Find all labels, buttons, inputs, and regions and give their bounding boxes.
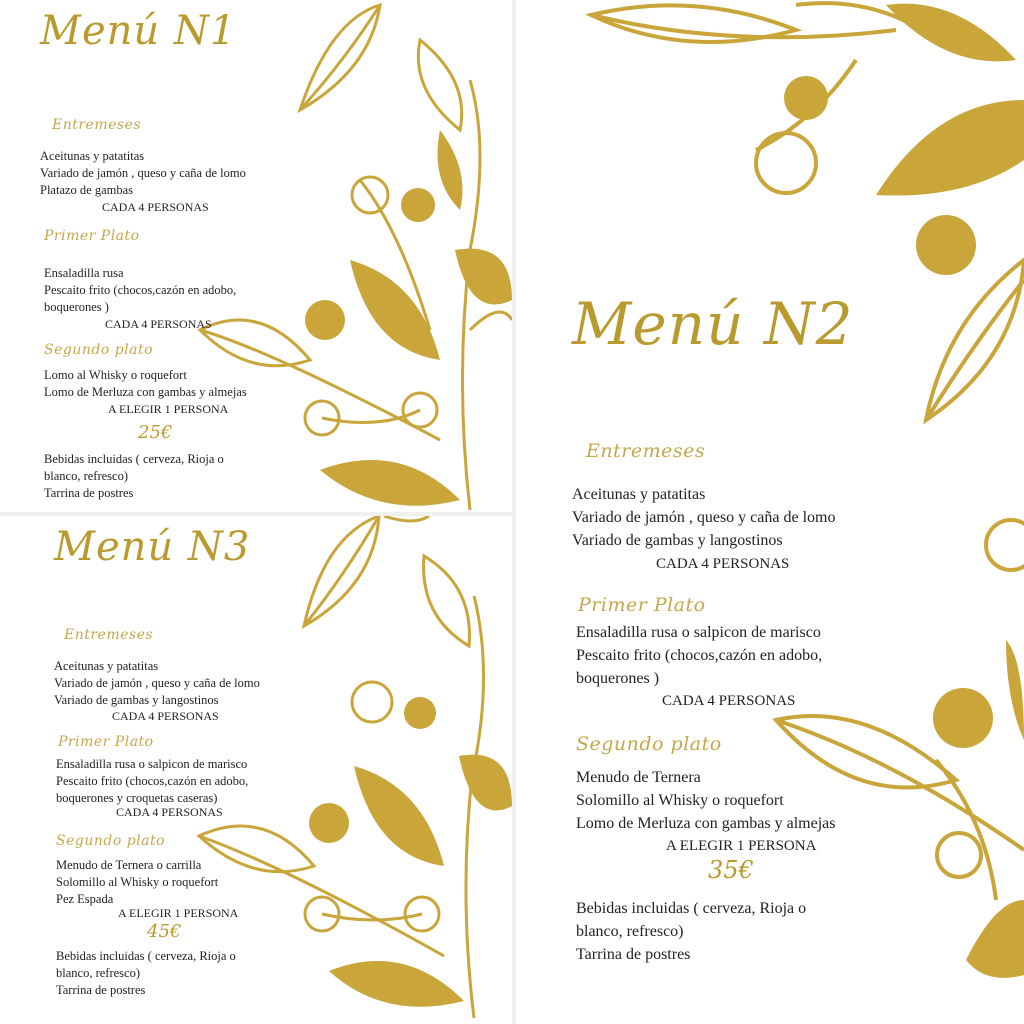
list-item: Ensaladilla rusa bbox=[44, 266, 124, 280]
list-item: Variado de gambas y langostinos bbox=[572, 532, 783, 549]
choice-note: A ELEGIR 1 PERSONA bbox=[118, 906, 239, 920]
choice-note: A ELEGIR 1 PERSONA bbox=[108, 402, 229, 416]
drinks-and-dessert bbox=[56, 948, 236, 999]
segundo-plato-list bbox=[56, 857, 218, 908]
list-item: Variado de jamón , queso y caña de lomo bbox=[54, 676, 260, 690]
primer-plato-list bbox=[576, 621, 822, 690]
primer-plato-list bbox=[56, 756, 248, 807]
list-item: Variado de gambas y langostinos bbox=[54, 693, 219, 707]
list-item: Aceitunas y patatitas bbox=[572, 486, 706, 503]
list-item: Pescaito frito (chocos,cazón en adobo, bbox=[576, 647, 823, 664]
entremeses-list bbox=[572, 483, 835, 552]
section-heading-entremeses: Entremeses bbox=[586, 440, 706, 462]
list-item: Ensaladilla rusa o salpicon de marisco bbox=[56, 757, 248, 771]
section-heading-segundo-plato: Segundo plato bbox=[44, 342, 154, 358]
menu-title: Menú N1 bbox=[40, 8, 237, 54]
list-item: Lomo al Whisky o roquefort bbox=[44, 368, 187, 382]
list-item: Tarrina de postres bbox=[44, 486, 134, 500]
list-item: Aceitunas y patatitas bbox=[54, 659, 159, 673]
list-item: Variado de jamón , queso y caña de lomo bbox=[40, 166, 246, 180]
list-item: Solomillo al Whisky o roquefort bbox=[56, 875, 219, 889]
section-heading-primer-plato: Primer Plato bbox=[58, 734, 154, 750]
list-item: Menudo de Ternera bbox=[576, 769, 701, 786]
list-item: Tarrina de postres bbox=[576, 946, 691, 963]
drinks-and-dessert bbox=[576, 897, 806, 966]
list-item: Lomo de Merluza con gambas y almejas bbox=[576, 815, 836, 832]
list-item: Ensaladilla rusa o salpicon de marisco bbox=[576, 624, 821, 641]
list-item: Solomillo al Whisky o roquefort bbox=[576, 792, 784, 809]
menu-card-1 bbox=[0, 0, 512, 512]
serving-note: CADA 4 PERSONAS bbox=[112, 709, 219, 723]
entremeses-list bbox=[40, 148, 246, 199]
list-item: boquerones ) bbox=[44, 300, 109, 314]
section-heading-primer-plato: Primer Plato bbox=[578, 594, 706, 616]
drinks-and-dessert bbox=[44, 451, 224, 502]
list-item: Pescaito frito (chocos,cazón en adobo, bbox=[44, 283, 237, 297]
section-heading-segundo-plato: Segundo plato bbox=[576, 733, 722, 755]
section-heading-segundo-plato: Segundo plato bbox=[56, 833, 166, 849]
menu-title: Menú N2 bbox=[572, 290, 854, 358]
list-item: blanco, refresco) bbox=[56, 966, 140, 980]
list-item: Menudo de Ternera o carrilla bbox=[56, 858, 202, 872]
list-item: blanco, refresco) bbox=[44, 469, 128, 483]
list-item: Aceitunas y patatitas bbox=[40, 149, 145, 163]
menu-card-3 bbox=[4, 516, 512, 1018]
list-item: Lomo de Merluza con gambas y almejas bbox=[44, 385, 247, 399]
serving-note: CADA 4 PERSONAS bbox=[105, 317, 212, 331]
section-heading-entremeses: Entremeses bbox=[64, 627, 154, 643]
list-item: Bebidas incluidas ( cerveza, Rioja o bbox=[56, 949, 236, 963]
list-item: Bebidas incluidas ( cerveza, Rioja o bbox=[576, 900, 807, 917]
list-item: Platazo de gambas bbox=[40, 183, 134, 197]
serving-note: CADA 4 PERSONAS bbox=[656, 556, 790, 572]
menu-title: Menú N3 bbox=[54, 524, 251, 570]
menu-price: 35€ bbox=[708, 856, 754, 884]
list-item: Tarrina de postres bbox=[56, 983, 146, 997]
segundo-plato-list bbox=[44, 367, 247, 401]
list-item: Pez Espada bbox=[56, 892, 114, 906]
menu-price: 45€ bbox=[147, 921, 182, 942]
section-heading-entremeses: Entremeses bbox=[52, 117, 142, 133]
list-item: boquerones y croquetas caseras) bbox=[56, 791, 218, 805]
segundo-plato-list bbox=[576, 766, 835, 835]
section-heading-primer-plato: Primer Plato bbox=[44, 228, 140, 244]
serving-note: CADA 4 PERSONAS bbox=[662, 693, 796, 709]
choice-note: A ELEGIR 1 PERSONA bbox=[666, 838, 817, 854]
menu-price: 25€ bbox=[138, 422, 173, 443]
list-item: blanco, refresco) bbox=[576, 923, 684, 940]
serving-note: CADA 4 PERSONAS bbox=[102, 200, 209, 214]
list-item: boquerones ) bbox=[576, 670, 660, 687]
list-item: Bebidas incluidas ( cerveza, Rioja o bbox=[44, 452, 224, 466]
list-item: Variado de jamón , queso y caña de lomo bbox=[572, 509, 836, 526]
entremeses-list bbox=[54, 658, 260, 709]
list-item: Pescaito frito (chocos,cazón en adobo, bbox=[56, 774, 249, 788]
gold-leaves-decoration bbox=[0, 0, 512, 512]
menu-card-2 bbox=[516, 0, 1024, 1016]
serving-note: CADA 4 PERSONAS bbox=[116, 805, 223, 819]
primer-plato-list bbox=[44, 265, 236, 316]
